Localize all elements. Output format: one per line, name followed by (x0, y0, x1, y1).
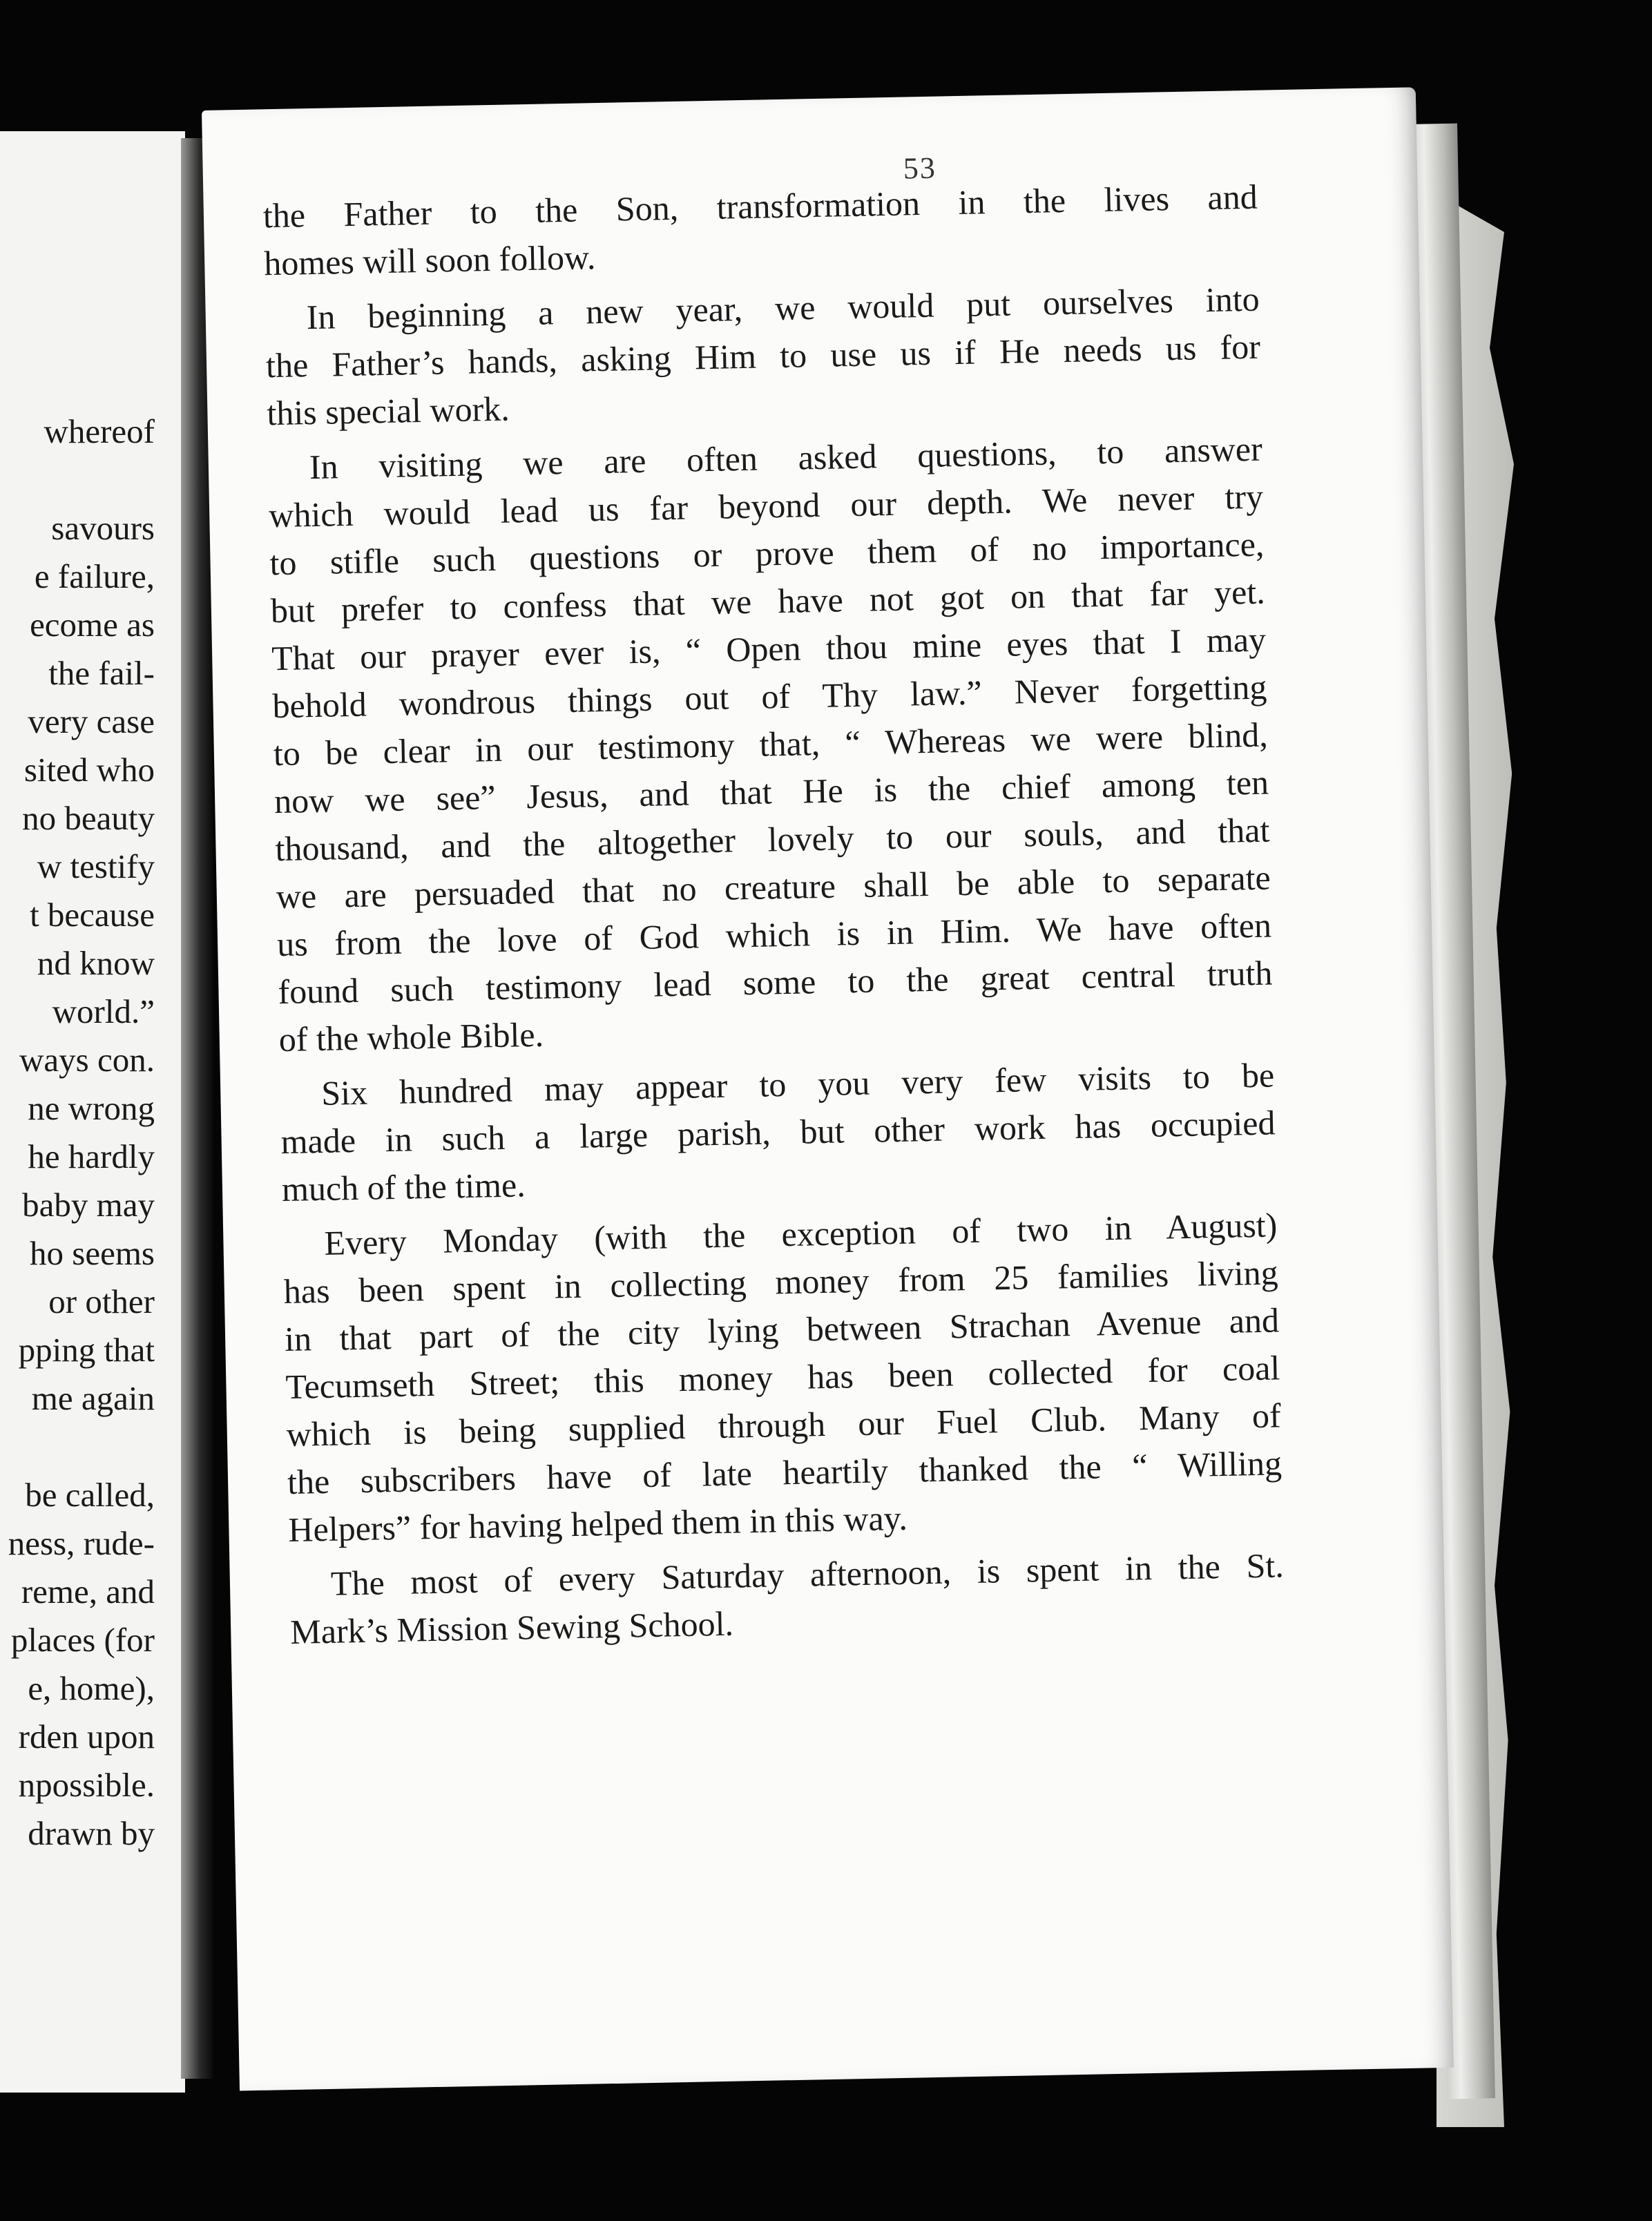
left-line: ways con. (19, 1041, 155, 1079)
left-line: he hardly (28, 1137, 155, 1175)
text-line: behold wondrous things out of Thy law.” Never forgetting (272, 667, 1267, 726)
text-line: That our prayer ever is, “ Open thou mine eyes that I may (271, 619, 1267, 678)
left-line: ne wrong (28, 1089, 155, 1127)
left-line (0, 456, 155, 504)
left-line: or other (48, 1282, 155, 1320)
text-line: Mark’s Mission Sewing School. (289, 1604, 734, 1651)
page-body-text (262, 173, 1285, 1663)
paragraph (282, 1201, 1283, 1554)
text-line: homes will soon follow. (263, 238, 596, 283)
text-line: in that part of the city lying between Strachan Avenue and (284, 1300, 1280, 1359)
left-line: whereof (44, 412, 155, 450)
text-line: we are persuaded that no creature shall be able to separate (276, 858, 1271, 916)
left-line: nd know (37, 944, 155, 982)
paragraph (280, 1051, 1277, 1213)
paragraph (289, 1541, 1285, 1656)
left-line: npossible. (18, 1766, 155, 1804)
left-line: rden upon (18, 1718, 155, 1756)
text-line: the Father’s hands, asking Him to use us if He needs us for (265, 327, 1261, 385)
right-page (202, 87, 1454, 2090)
paragraph (267, 425, 1274, 1064)
text-line: The most of every Saturday afternoon, is spent in the St. (330, 1546, 1285, 1603)
text-line: of the whole Bible. (278, 1015, 544, 1059)
paragraph (262, 173, 1258, 288)
left-line: t because (30, 896, 155, 934)
text-line: the subscribers have of late heartily thanked the “ Willing (287, 1443, 1283, 1501)
text-line: found such testimony lead some to the great central truth (277, 953, 1273, 1012)
left-line: no beauty (22, 799, 155, 837)
text-line: thousand, and the altogether lovely to our souls, and that (275, 810, 1270, 869)
text-line: us from the love of God which is in Him. We have often (276, 905, 1272, 964)
left-line: reme, and (21, 1573, 155, 1611)
left-line: drawn by (28, 1814, 155, 1852)
left-line: e, home), (28, 1669, 155, 1707)
left-line: baby may (22, 1186, 155, 1224)
left-line (0, 1423, 155, 1471)
left-line: me again (31, 1379, 155, 1417)
text-line: which would lead us far beyond our depth. We never try (268, 477, 1264, 535)
text-line: to be clear in our testimony that, “ Whereas we were blind, (273, 715, 1269, 773)
text-line: Every Monday (with the exception of two in August) (323, 1205, 1278, 1262)
left-line: be called, (25, 1476, 155, 1514)
left-line: savours (51, 509, 155, 547)
text-line: Six hundred may appear to you very few visits to be (320, 1055, 1275, 1113)
left-line: w testify (37, 847, 155, 885)
text-line: In visiting we are often asked questions, to answer (309, 429, 1263, 487)
text-line: Helpers” for having helped them in this way. (287, 1498, 908, 1549)
text-line: now we see” Jesus, and that He is the chief among ten (273, 762, 1269, 821)
left-page-text (0, 407, 155, 1858)
left-line: ness, rude- (8, 1524, 155, 1562)
left-line: ecome as (30, 606, 155, 644)
left-line: pping that (18, 1331, 155, 1369)
text-line: made in such a large parish, but other work has occupied (280, 1103, 1276, 1162)
left-page (0, 131, 185, 2093)
text-line: but prefer to confess that we have not got on that far yet. (270, 572, 1266, 631)
left-line: world.” (52, 992, 155, 1030)
text-line: has been spent in collecting money from 25 families living (283, 1253, 1279, 1311)
left-line: ho seems (30, 1234, 155, 1272)
page-number: 53 (903, 151, 937, 186)
text-line: to stifle such questions or prove them of no importance, (269, 524, 1265, 583)
text-line: Tecumseth Street; this money has been collected for coal (285, 1348, 1280, 1407)
text-line: much of the time. (281, 1165, 526, 1209)
paragraph (265, 276, 1262, 438)
left-line: very case (28, 702, 155, 740)
left-line: e failure, (34, 557, 155, 595)
text-line: which is being supplied through our Fuel Club. Many of (286, 1396, 1282, 1454)
left-line: sited who (23, 751, 155, 789)
text-line: In beginning a new year, we would put ourselves into (306, 279, 1260, 337)
left-line: places (for (10, 1621, 155, 1659)
text-line: this special work. (266, 389, 510, 433)
text-line: the Father to the Son, transformation in the lives and (262, 177, 1258, 235)
left-line: the fail- (48, 654, 155, 692)
